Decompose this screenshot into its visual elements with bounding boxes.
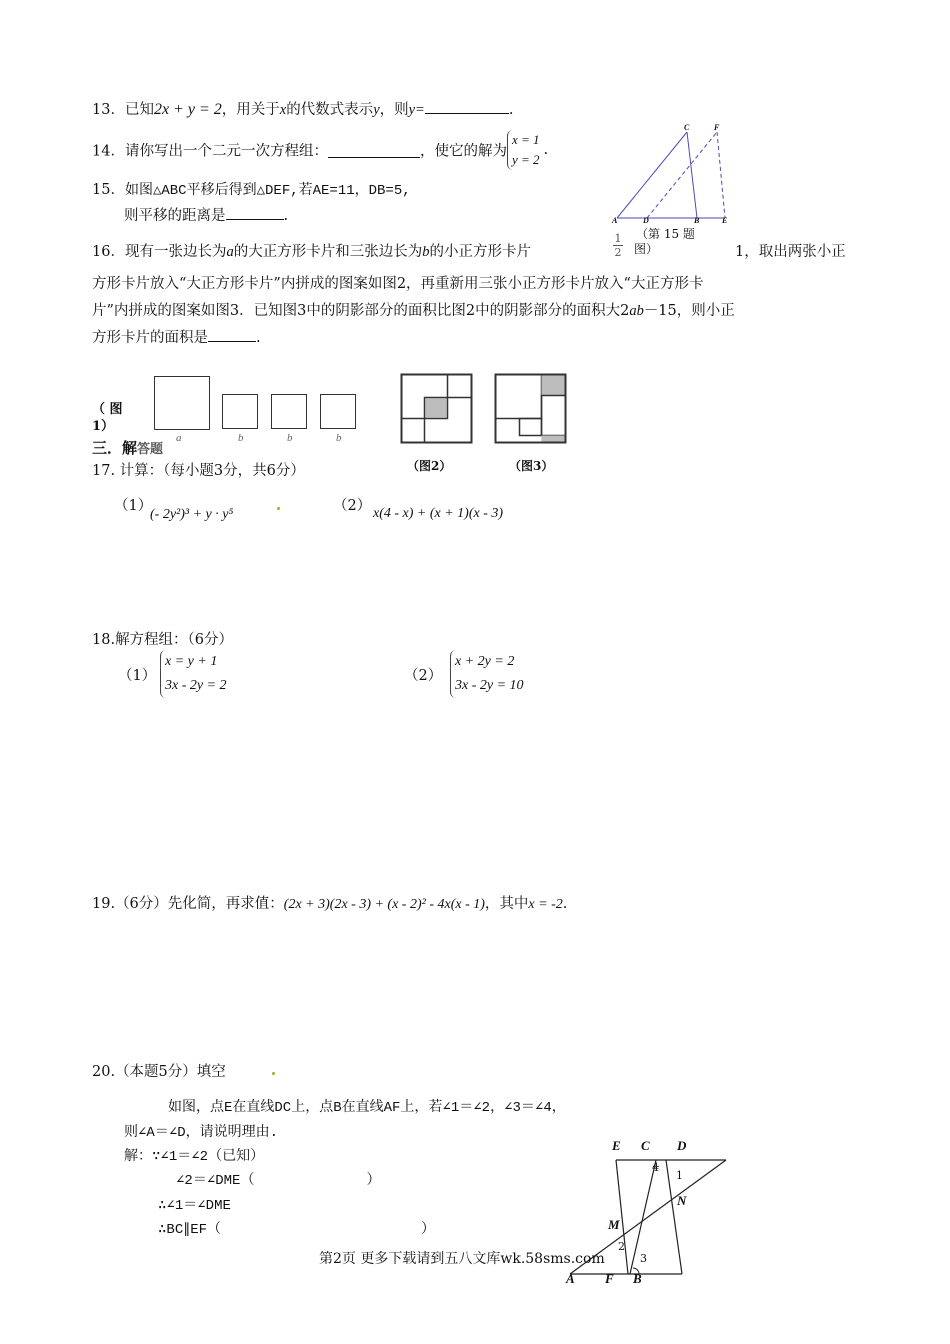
- angle-2: 2: [618, 1240, 625, 1253]
- q17-part1-label: （1）: [114, 498, 153, 514]
- label-b-3: b: [336, 432, 342, 444]
- q20-step3: ∴BC∥EF（ ）: [158, 1222, 436, 1238]
- label-N: N: [677, 1193, 687, 1208]
- fig2-label: （图2）: [407, 459, 452, 473]
- question-16-line1: 16．现有一张边长为a的大正方形卡片和三张边长为b的小正方形卡片: [92, 244, 531, 260]
- q20-line1: 如图，点E在直线DC上，点B在直线AF上，若∠1＝∠2，∠3＝∠4，: [168, 1100, 566, 1116]
- q18-part1-label: （1）: [118, 668, 157, 684]
- question-16-line1-end: 1，取出两张小正: [735, 244, 846, 260]
- answer-blank: [328, 143, 420, 158]
- label-D: D: [677, 1138, 687, 1153]
- angle-1: 1: [676, 1169, 683, 1182]
- figure-3: [494, 373, 568, 445]
- q15-caption2: 图）: [634, 242, 659, 256]
- label-B: B: [694, 216, 700, 225]
- label-b-1: b: [238, 432, 244, 444]
- fraction-fragment: 1 2: [614, 232, 622, 259]
- label-C: C: [641, 1138, 650, 1153]
- question-15: 15．如图△ABC平移后得到△DEF,若AE=11，DB=5,: [92, 182, 411, 199]
- q15-caption: （第 15 题: [636, 227, 695, 241]
- label-B: B: [633, 1271, 642, 1286]
- label-A: A: [612, 216, 618, 225]
- label-D: D: [643, 216, 649, 225]
- answer-blank: [425, 99, 509, 114]
- angle-4: 4: [652, 1161, 659, 1174]
- question-14: 14．请你写出一个二元一次方程组： ，使它的解为 x = 1 y = 2 .: [92, 130, 548, 170]
- small-square-card-2: [271, 394, 307, 429]
- label-E: E: [722, 216, 728, 225]
- edge-cb: [687, 132, 697, 218]
- stray-dot: [277, 507, 280, 510]
- q20-step2: ∴∠1＝∠DME: [158, 1198, 231, 1214]
- question-17: 17. 计算：（每小题3分，共6分）: [92, 463, 305, 479]
- q18-system1: x = y + 1 3x - 2y = 2: [160, 650, 231, 698]
- angle-3: 3: [640, 1252, 647, 1265]
- solution-system: x = 1 y = 2: [507, 130, 544, 170]
- question-16-line2: 方形卡片放入“大正方形卡片”内拼成的图案如图2，再重新用三张小正方形卡片放入“大正方形卡: [92, 276, 704, 292]
- stray-dot: [272, 1072, 275, 1075]
- question-20: 20.（本题5分）填空: [92, 1064, 226, 1080]
- edge-df: [647, 132, 717, 218]
- edge-ac: [617, 132, 687, 218]
- q18-system2: x + 2y = 2 3x - 2y = 10: [450, 650, 528, 698]
- question-16-line4: 方形卡片的面积是 .: [92, 326, 261, 347]
- page-footer: 第2页 更多下载请到五八文库wk.58sms.com: [319, 1251, 605, 1267]
- q20-step1: ∠2＝∠DME（ ）: [176, 1173, 381, 1189]
- answer-blank: [226, 205, 284, 220]
- label-a: a: [176, 432, 182, 444]
- section-title: 三．解答题: [92, 439, 164, 457]
- answer-blank: [208, 327, 256, 342]
- fig3-label: （图3）: [509, 459, 554, 473]
- label-A: A: [566, 1271, 575, 1286]
- label-F: F: [605, 1271, 614, 1286]
- small-square-card-1: [222, 394, 258, 429]
- q20-line2: 则∠A＝∠D，请说明理由.: [124, 1125, 279, 1141]
- big-square-card: [154, 376, 210, 430]
- label-F: F: [714, 123, 720, 132]
- question-13: 13．已知2x + y = 2，用关于x的代数式表示y，则y= .: [92, 101, 514, 118]
- shaded-region-top: [542, 376, 565, 396]
- question-15-line2: 则平移的距离是 .: [124, 204, 288, 225]
- small-square-card-3: [320, 394, 356, 429]
- edge-fe: [717, 132, 725, 218]
- shaded-region: [426, 399, 447, 418]
- q17-expr1: (- 2y²)³ + y · y⁵: [150, 507, 234, 522]
- q17-part2-label: （2）: [333, 498, 372, 514]
- question-16-line3: 片”内拼成的图案如图3．已知图3中的阴影部分的面积比图2中的阴影部分的面积大2ab－15，则小正: [92, 303, 735, 319]
- fig1-label: （ 图: [92, 402, 123, 417]
- question-19: 19.（6分）先化简，再求值：(2x + 3)(2x - 3) + (x - 2)² - 4x(x - 1)，其中x = -2.: [92, 896, 568, 912]
- q18-part2-label: （2）: [404, 668, 443, 684]
- figure-2: [400, 373, 474, 445]
- label-E: E: [612, 1138, 621, 1153]
- q20-step0: 解：∵∠1＝∠2（已知）: [124, 1149, 265, 1165]
- label-C: C: [684, 123, 690, 132]
- label-M: M: [608, 1217, 620, 1232]
- question-18: 18.解方程组：（6分）: [92, 632, 234, 648]
- q17-expr2: x(4 - x) + (x + 1)(x - 3): [373, 506, 504, 521]
- label-b-2: b: [287, 432, 293, 444]
- shaded-region-bottom: [542, 436, 565, 442]
- fig1-label2: 1）: [92, 419, 115, 434]
